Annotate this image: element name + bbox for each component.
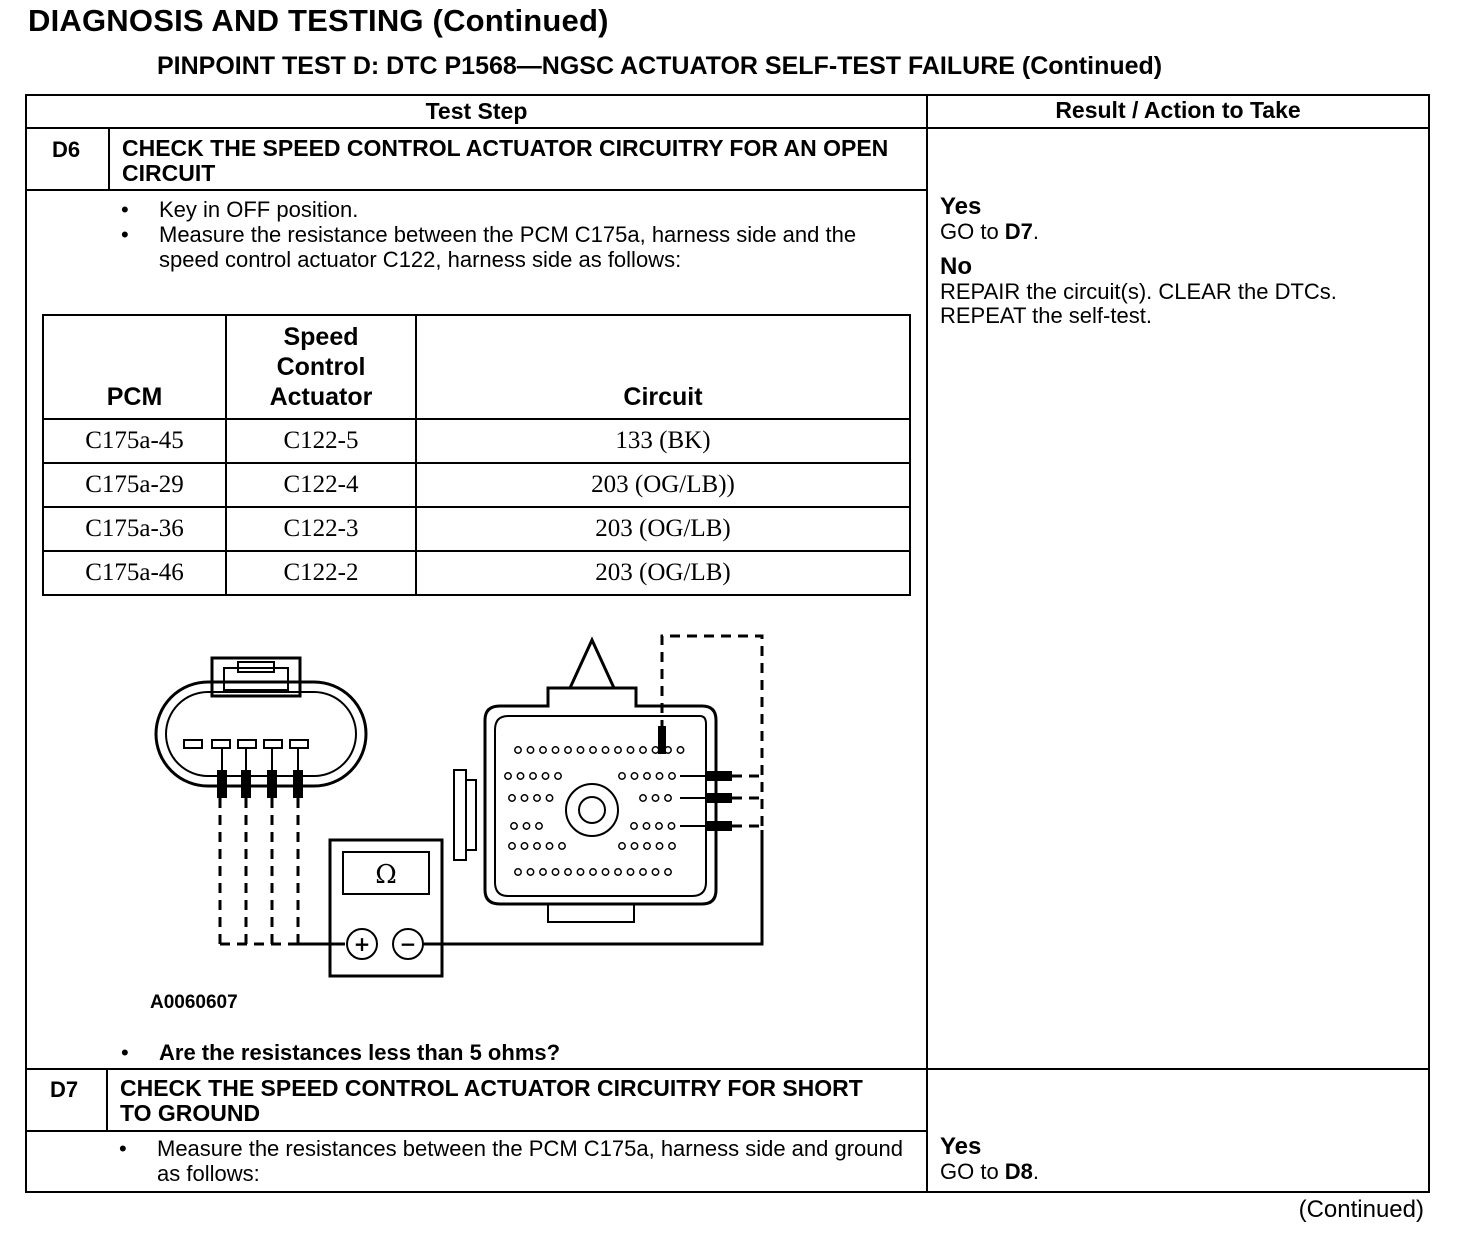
d6-d7-divider [25,1068,1430,1070]
d6-title-divider [25,189,927,191]
d8-reference: D8 [1004,1159,1033,1184]
pin-icon [602,869,608,875]
step-id-d7: D7 [50,1077,79,1102]
pin-icon [640,747,646,753]
pin-icon [517,773,523,779]
pin-icon [656,773,662,779]
pin-icon [652,795,658,801]
pin-icon [615,869,621,875]
pin-icon [515,747,521,753]
pcm-pin: C175a-29 [43,463,226,507]
pin-icon [521,795,527,801]
pin-icon [559,843,565,849]
ohm-symbol-icon: Ω [375,860,397,890]
d6-question [121,1040,911,1065]
d6-bullet-2 [121,222,911,272]
pin-icon [619,773,625,779]
d6-no-action: REPAIR the circuit(s). CLEAR the DTCs. REPEAT the self-test. [940,279,1337,328]
minus-terminal-icon: − [399,932,417,956]
pin-icon [615,747,621,753]
result-header: Result / Action to Take [1055,97,1301,123]
pin-icon [546,795,552,801]
table-row [43,551,910,595]
d7-id-divider [106,1068,108,1131]
pin-icon [631,773,637,779]
d7-yes-label: Yes [940,1133,982,1160]
d6-question-text: Are the resistances less than 5 ohms? [159,1040,561,1065]
page-title: DIAGNOSIS AND TESTING (Continued) [28,3,609,38]
figure-id: A0060607 [150,992,238,1013]
pin-icon [627,747,633,753]
pin-icon [521,843,527,849]
d7-title-divider [25,1130,927,1132]
pin-icon [542,773,548,779]
actuator-pin: C122-3 [226,507,416,551]
pin-icon [665,869,671,875]
pin-icon [677,747,683,753]
actuator-pin: C122-5 [226,419,416,463]
d6-instructions [121,197,911,272]
pin-icon [602,747,608,753]
d7-yes-action: GO to D8. [940,1159,1040,1184]
d6-results [940,194,1420,328]
pin-icon [523,823,529,829]
actuator-probes [222,748,298,770]
pin-icon [644,843,650,849]
d6-id-divider [108,127,110,190]
pin-icon [534,843,540,849]
plus-terminal-icon: + [353,932,371,956]
connector-diagram [140,620,790,985]
actuator-connector-icon [156,658,366,786]
pin-icon [577,747,583,753]
pcm-pin: C175a-36 [43,507,226,551]
d6-no-label: No [940,253,972,280]
pin-icon [668,823,674,829]
actuator-pin: C122-4 [226,463,416,507]
bullet-icon: • [119,1136,127,1161]
step-id-d6: D6 [52,137,81,162]
d6-bullet-2-text: Measure the resistance between the PCM C175a, harness side and the speed control actuator C122, harness side as follows: [159,222,857,272]
bullet-icon: • [121,222,129,247]
circuit-table [42,314,911,596]
pin-icon [540,869,546,875]
table-row [43,463,910,507]
step-title-d7: CHECK THE SPEED CONTROL ACTUATOR CIRCUITRY FOR SHORT TO GROUND [120,1075,863,1126]
table-row [43,507,910,551]
pin-icon [631,843,637,849]
d7-bullet-1-text: Measure the resistances between the PCM C175a, harness side and ground as follows: [157,1136,903,1186]
d7-results [940,1134,1420,1184]
pcm-pins [505,747,684,875]
pin-icon [640,795,646,801]
actuator-header: Speed Control Actuator [226,315,416,419]
table-row [43,419,910,463]
pcm-header: PCM [43,315,226,419]
pin-icon [656,843,662,849]
pin-icon [665,795,671,801]
pin-icon [644,773,650,779]
header-divider [25,127,1430,129]
d6-bullet-1 [121,197,911,222]
test-step-header: Test Step [425,98,528,124]
pin-icon [515,869,521,875]
step-title-d6: CHECK THE SPEED CONTROL ACTUATOR CIRCUITRY FOR AN OPEN CIRCUIT [122,135,889,186]
pin-icon [652,747,658,753]
pin-icon [619,843,625,849]
pin-icon [577,869,583,875]
pcm-pin: C175a-45 [43,419,226,463]
circuit-header: Circuit [416,315,910,419]
pin-icon [555,773,561,779]
circuit-value: 203 (OG/LB)) [416,463,910,507]
column-divider [926,94,928,1193]
pin-icon [527,747,533,753]
pin-icon [669,843,675,849]
pin-icon [505,773,511,779]
pin-icon [552,747,558,753]
bullet-icon: • [121,197,129,222]
pin-icon [527,869,533,875]
pin-icon [509,795,515,801]
bullet-icon: • [121,1040,129,1065]
continued-label: (Continued) [1298,1196,1424,1223]
test-title: PINPOINT TEST D: DTC P1568—NGSC ACTUATOR SELF-TEST FAILURE (Continued) [157,52,1163,80]
pin-icon [590,747,596,753]
circuit-value: 203 (OG/LB) [416,551,910,595]
actuator-pin: C122-2 [226,551,416,595]
pin-icon [640,869,646,875]
pin-icon [565,869,571,875]
pin-icon [652,869,658,875]
pin-icon [540,747,546,753]
d6-yes-action: GO to D7. [940,219,1040,244]
circuit-value: 133 (BK) [416,419,910,463]
d6-yes-label: Yes [940,193,982,220]
d6-bullet-1-text: Key in OFF position. [159,197,359,222]
pcm-connector-icon [454,640,716,922]
d7-instructions [119,1136,909,1186]
pcm-pin: C175a-46 [43,551,226,595]
pin-icon [552,869,558,875]
pin-icon [669,773,675,779]
actuator-leads [220,798,345,944]
pin-icon [511,823,517,829]
pin-icon [590,869,596,875]
pin-icon [530,773,536,779]
d7-reference: D7 [1004,219,1033,244]
pin-icon [546,843,552,849]
pin-icon [627,869,633,875]
pin-icon [631,823,637,829]
pin-icon [656,823,662,829]
pin-icon [509,843,515,849]
circuit-value: 203 (OG/LB) [416,507,910,551]
pin-icon [643,823,649,829]
pin-icon [536,823,542,829]
pin-icon [534,795,540,801]
pin-icon [565,747,571,753]
